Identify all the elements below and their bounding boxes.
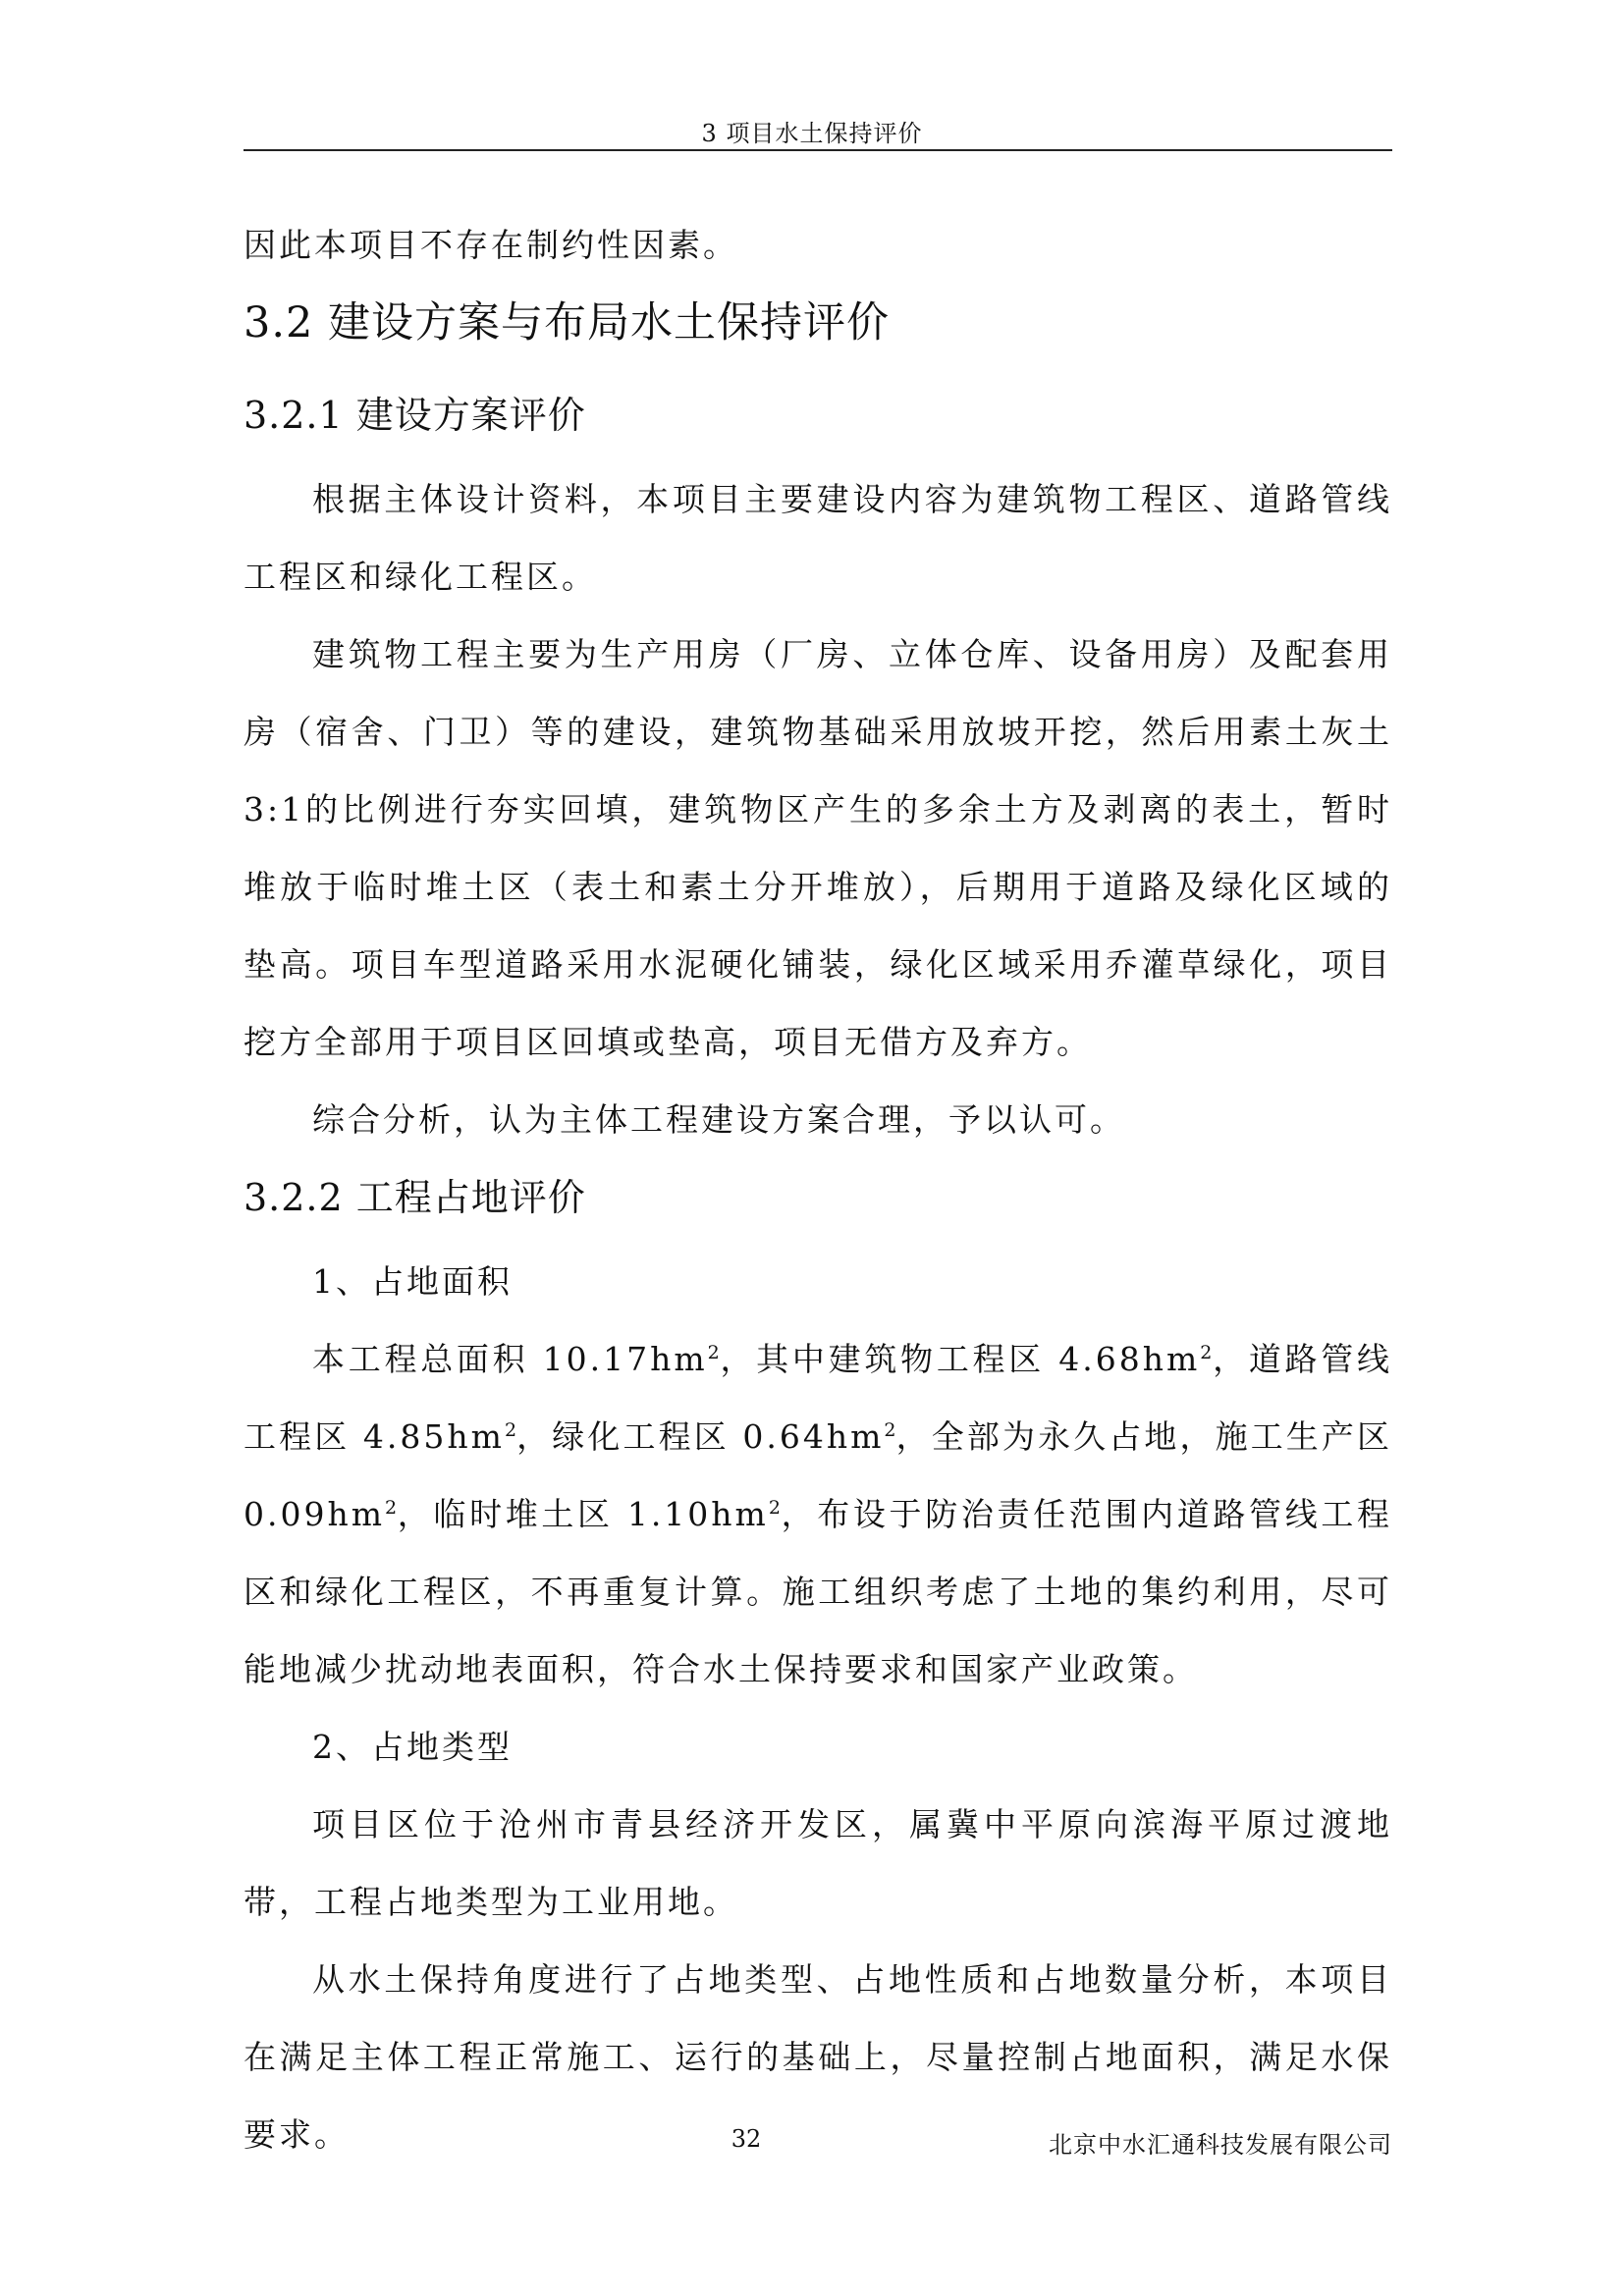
paragraph-soil-conservation-analysis: 从水土保持角度进行了占地类型、占地性质和占地数量分析，本项目在满足主体工程正常施工、运行的基础上，尽量控制占地面积，满足水保要求。 — [244, 1960, 1392, 2154]
paragraph-building-works: 建筑物工程主要为生产用房（厂房、立体仓库、设备用房）及配套用房（宿舍、门卫）等的建设，建筑物基础采用放坡开挖，然后用素土灰土3:1的比例进行夯实回填，建筑物区产生的多余土方及剥离的表土，暂时堆放于临时堆土区（表土和素土分开堆放），后期用于道路及绿化区域的垫高。项目车型道路采用水泥硬化铺装，绿化区域采用乔灌草绿化，项目挖方全部用于项目区回填或垫高，项目无借方及弃方。 — [244, 635, 1392, 1061]
paragraph-land-area: 本工程总面积 $10.17hm^2$，其中建筑物工程区 $4.68hm^2$，道路管线工程区 $4.85hm^2$，绿化工程区 $0.64hm^2$，全部为永久占地，施工生产区 $0.09hm^2$，临时堆土区 $1.10hm^2$，布设于防治责任范围内道路管线工程区和绿化工程区，不再重复计算。施工组织考虑了土地的集约利用，尽可能地减少扰动地表面积，符合水土保持要求和国家产业政策。 — [244, 1340, 1393, 1688]
paragraph-conclusion-prev: 因此本项目不存在制约性因素。 — [244, 226, 738, 264]
header-divider — [244, 149, 1392, 151]
page-number: 32 — [731, 2125, 762, 2153]
paragraph-construction-content: 根据主体设计资料，本项目主要建设内容为建筑物工程区、道路管线工程区和绿化工程区。 — [244, 480, 1392, 596]
paragraph-analysis-conclusion: 综合分析，认为主体工程建设方案合理，予以认可。 — [312, 1100, 1125, 1139]
subsection-heading-3-2-1: 3.2.1 建设方案评价 — [244, 394, 586, 437]
section-heading-3-2: 3.2 建设方案与布局水土保持评价 — [244, 298, 891, 347]
page-body — [244, 206, 1392, 2173]
list-item-land-type: 2、占地类型 — [312, 1728, 513, 1766]
paragraph-land-type: 项目区位于沧州市青县经济开发区，属冀中平原向滨海平原过渡地带，工程占地类型为工业用地。 — [244, 1805, 1392, 1921]
list-item-land-area: 1、占地面积 — [312, 1262, 513, 1301]
subsection-heading-3-2-2: 3.2.2 工程占地评价 — [244, 1176, 586, 1219]
running-header: 3 项目水土保持评价 — [701, 120, 923, 147]
footer-company-name: 北京中水汇通科技发展有限公司 — [1049, 2131, 1392, 2159]
